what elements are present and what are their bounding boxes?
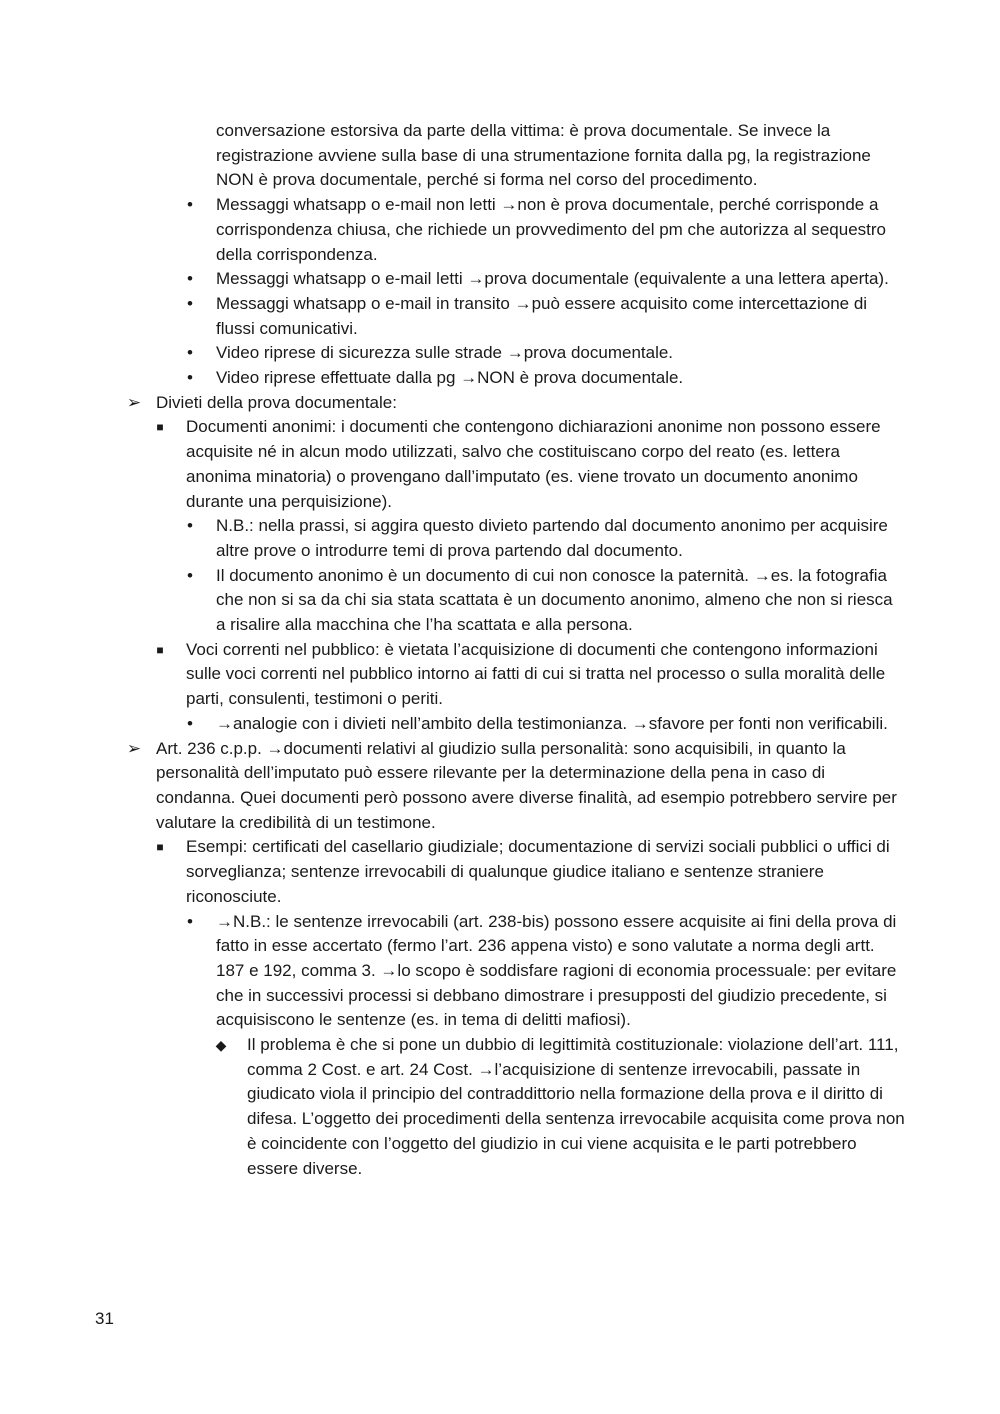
bullet-icon: • <box>187 269 193 289</box>
bullet-icon: • <box>187 368 193 388</box>
list-item <box>0 1033 1000 1181</box>
arrowhead-bullet-icon: ➢ <box>126 738 142 758</box>
diamond-bullet-icon: ◆ <box>215 1037 227 1054</box>
list-item <box>0 366 1000 391</box>
arrowhead-bullet-icon: ➢ <box>126 392 142 412</box>
list-item <box>0 712 1000 737</box>
list-item-text: Messaggi whatsapp o e-mail non letti →non è prova documentale, perché corrisponde a corrispondenza chiusa, che richiede un provvedimento del pm che autorizza al sequestro della corrispondenza. <box>216 195 886 264</box>
list-item-text: Voci correnti nel pubblico: è vietata l’acquisizione di documenti che contengono informazioni sulle voci correnti nel pubblico intorno ai fatti di cui si tratta nel processo o sulla moralità delle parti, consulenti, testimoni o periti. <box>186 639 886 709</box>
list-item <box>0 292 1000 341</box>
list-item-text: →analogie con i divieti nell’ambito della testimonianza. →sfavore per fonti non verificabili. <box>216 713 888 733</box>
list-item <box>0 514 1000 563</box>
bullet-icon: • <box>187 293 193 313</box>
list-item-text: N.B.: nella prassi, si aggira questo divieto partendo dal documento anonimo per acquisire altre prove o introdurre temi di prova partendo dal documento. <box>216 516 888 560</box>
paragraph-text: conversazione estorsiva da parte della vittima: è prova documentale. Se invece la registrazione avviene sulla base di una strumentazione fornita dalla pg, la registrazione NON è prova documentale, perché si forma nel corso del procedimento. <box>216 121 871 190</box>
list-item <box>0 415 1000 514</box>
list-item <box>0 267 1000 292</box>
list-item-text: Video riprese di sicurezza sulle strade →prova documentale. <box>216 343 674 363</box>
list-item-text: Divieti della prova documentale: <box>156 392 397 412</box>
page-number: 31 <box>95 1309 114 1328</box>
list-item-text: →N.B.: le sentenze irrevocabili (art. 238-bis) possono essere acquisite ai fini della prova di fatto in esse accertato (fermo l’art. 236 appena visto) e sono valutate a norma degli artt. 187 e 192, comma 3. →lo scopo è soddisfare ragioni di economia processuale: per evitare che in successivi processi si debbano dimostrare i presupposti del giudizio precedente, si acquisiscono le sentenze (es. in tema di delitti mafiosi). <box>216 911 897 1030</box>
square-bullet-icon: ■ <box>156 840 164 855</box>
square-bullet-icon: ■ <box>156 420 164 435</box>
list-item-text: Il problema è che si pone un dubbio di legittimità costituzionale: violazione dell’art. 111, comma 2 Cost. e art. 24 Cost. →l’acquisizione di sentenze irrevocabili, passate in giudicato viola il principio del contraddittorio nella formazione della prova e il diritto di difesa. L’oggetto dei procedimenti della sentenza irrevocabile acquisita come prova non è coincidente con l’oggetto del giudizio in cui viene acquisita e le parti potrebbero essere diverse. <box>247 1035 905 1178</box>
list-item-text: Messaggi whatsapp o e-mail letti →prova documentale (equivalente a una lettera aperta). <box>216 269 889 289</box>
list-item <box>0 835 1000 909</box>
list-item-text: Esempi: certificati del casellario giudiziale; documentazione di servizi sociali pubblici o uffici di sorveglianza; sentenze irrevocabili di qualunque giudice italiano e sentenze straniere riconosciute. <box>186 837 890 906</box>
bullet-icon: • <box>187 565 193 585</box>
list-item-text: Il documento anonimo è un documento di cui non conosce la paternità. →es. la fotografia che non si sa da chi sia stata scattata è un documento anonimo, almeno che non si riesca a risalire alla macchina che l’ha scattata e alla persona. <box>216 565 893 635</box>
list-item <box>0 737 1000 836</box>
bullet-icon: • <box>187 343 193 363</box>
list-item <box>0 638 1000 712</box>
list-item <box>0 193 1000 267</box>
bullet-icon: • <box>187 911 193 931</box>
list-item-text: Messaggi whatsapp o e-mail in transito →può essere acquisito come intercettazione di flussi comunicativi. <box>216 293 868 338</box>
paragraph-continuation <box>0 119 1000 193</box>
list-item-text: Documenti anonimi: i documenti che contengono dichiarazioni anonime non possono essere acquisite né in alcun modo utilizzati, salvo che costituiscano corpo del reato (es. lettera anonima minatoria) o provengano dall’imputato (es. viene trovato un documento anonimo durante una perquisizione). <box>186 417 881 511</box>
list-item <box>0 341 1000 366</box>
list-item-text: Video riprese effettuate dalla pg →NON è prova documentale. <box>216 368 684 388</box>
list-item-text: Art. 236 c.p.p. →documenti relativi al giudizio sulla personalità: sono acquisibili, in quanto la personalità dell’imputato può essere rilevante per la determinazione della pena in caso di condanna. Quei documenti però possono avere diverse finalità, ad esempio potrebbero servire per valutare la credibilità di un testimone. <box>156 738 897 832</box>
square-bullet-icon: ■ <box>156 642 164 657</box>
list-item <box>0 391 1000 416</box>
list-item <box>0 564 1000 638</box>
bullet-icon: • <box>187 516 193 536</box>
bullet-icon: • <box>187 713 193 733</box>
list-item <box>0 910 1000 1034</box>
document-body <box>0 119 1000 1181</box>
bullet-icon: • <box>187 195 193 215</box>
